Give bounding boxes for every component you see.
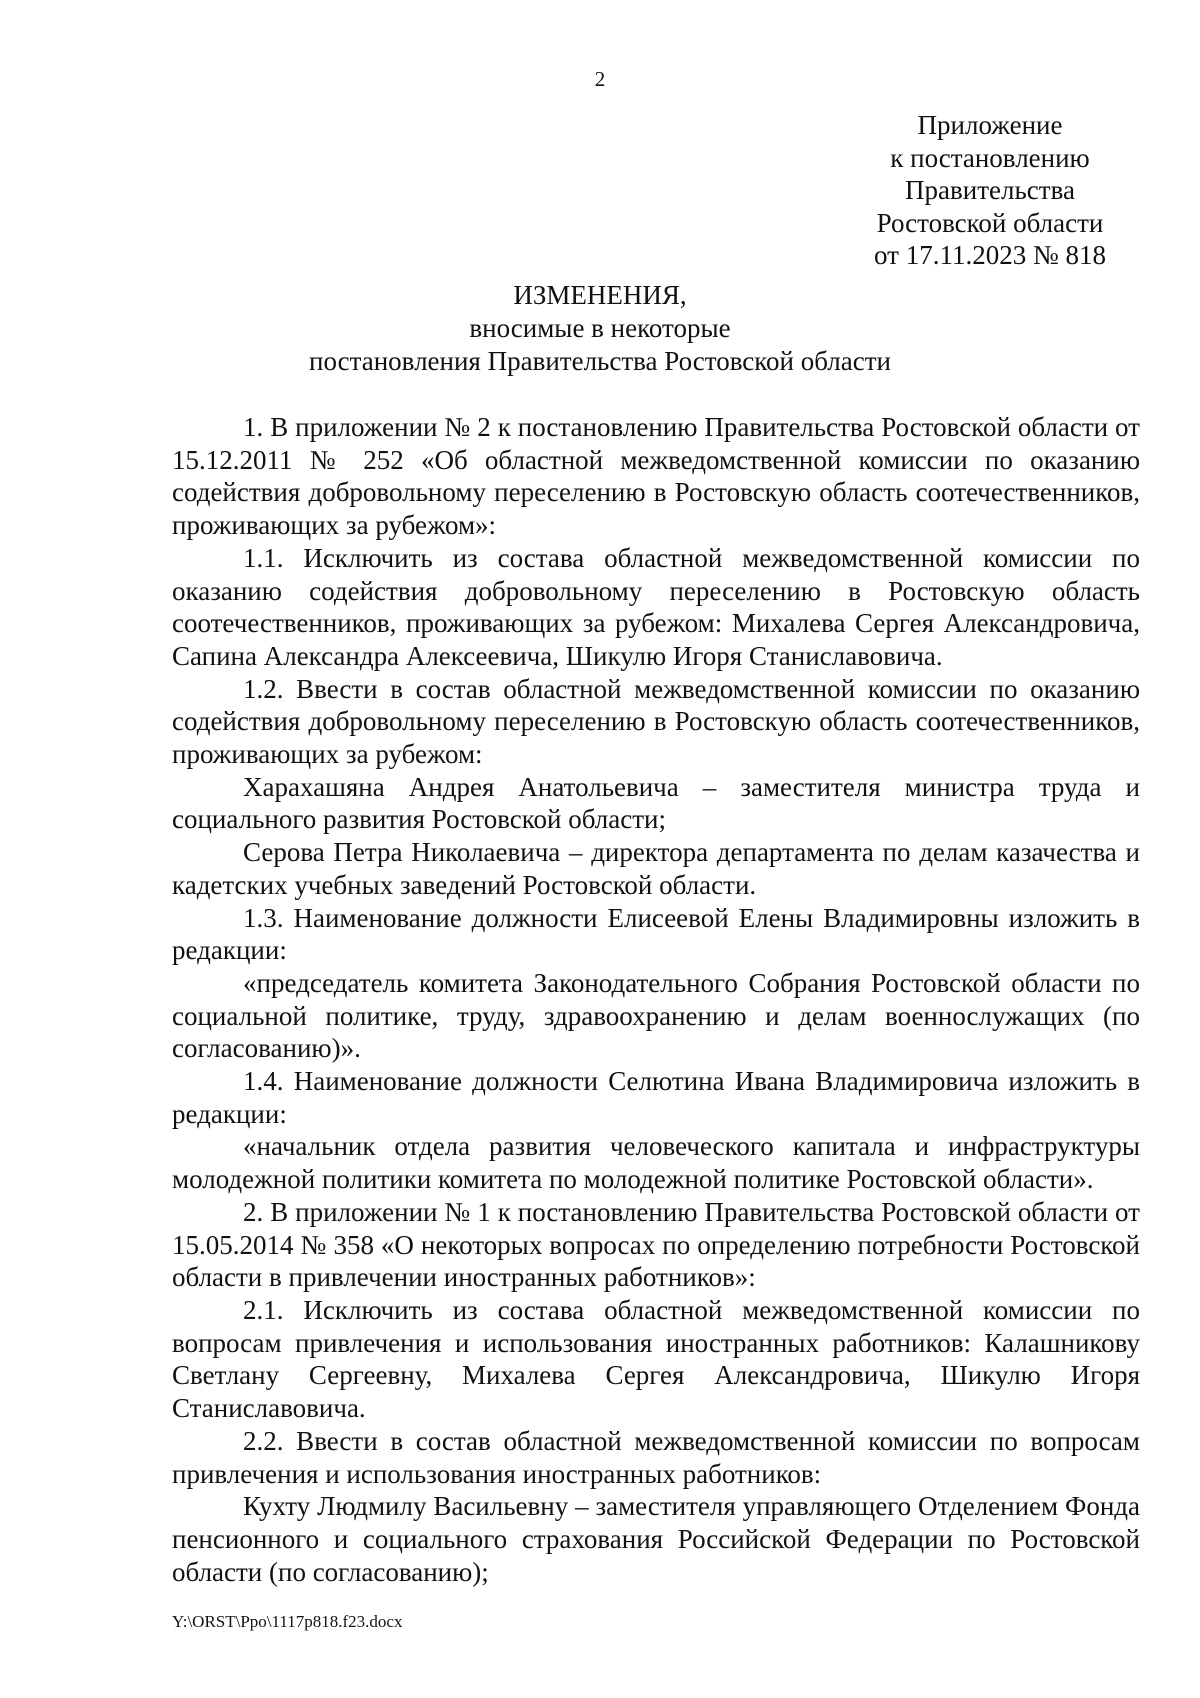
appendix-line: от 17.11.2023 № 818 [874,240,1106,270]
appendix-line: Правительства [905,175,1075,205]
paragraph: Кухту Людмилу Васильевну – заместителя управляющего Отделением Фонда пенсионного и социального страхования Российской Федерации по Ростовской области (по согласованию); [172,1491,1140,1587]
paragraph: 1.2. Ввести в состав областной межведомственной комиссии по оказанию содействия добровольному переселению в Ростовскую область соотечественников, проживающих за рубежом: [172,673,1140,770]
paragraph: Серова Петра Николаевича – директора департамента по делам казачества и кадетских учебных заведений Ростовской области. [172,837,1140,900]
appendix-line: к постановлению [890,142,1090,173]
document-heading [0,279,1200,378]
paragraph: 2.1. Исключить из состава областной межведомственной комиссии по вопросам привлечения и использования иностранных работников: Калашникову Светлану Сергеевну, Михалева Сергея Александровича, Шикулю Игоря Станиславовича. [172,1294,1140,1424]
appendix-block [770,109,1200,272]
paragraph: 2.2. Ввести в состав областной межведомственной комиссии по вопросам привлечения и использования иностранных работников: [172,1425,1140,1489]
paragraph: 1. В приложении № 2 к постановлению Правительства Ростовской области от 15.12.2011 № 252 «Об областной межведомственной комиссии по оказанию содействия добровольному переселению в Ростовскую область соотечественников, проживающих за рубежом»: [172,412,1140,541]
heading-title: ИЗМЕНЕНИЯ, [513,280,687,310]
paragraph: 1.1. Исключить из состава областной межведомственной комиссии по оказанию содействия добровольному переселению в Ростовскую область соотечественников, проживающих за рубежом: Михалева Сергея Александровича, Сапина Александра Алексеевича, Шикулю Игоря Станиславовича. [172,542,1140,671]
paragraph: «начальник отдела развития человеческого капитала и инфраструктуры молодежной политики комитета по молодежной политике Ростовской области». [172,1131,1140,1195]
paragraph: 1.4. Наименование должности Селютина Ивана Владимировича изложить в редакции: [172,1066,1140,1129]
paragraph: 2. В приложении № 1 к постановлению Правительства Ростовской области от 15.05.2014 № 358 «О некоторых вопросах по определению потребности Ростовской области в привлечении иностранных работников»: [172,1196,1140,1293]
heading-subtitle: вносимые в некоторые [469,313,731,343]
document-body [172,411,1140,1588]
paragraph: Харахашяна Андрея Анатольевича – заместителя министра труда и социального развития Ростовской области; [172,771,1140,835]
page-number: 2 [594,67,606,91]
paragraph: «председатель комитета Законодательного Собрания Ростовской области по социальной политике, труду, здравоохранению и делам военнослужащих (по согласованию)». [172,967,1140,1064]
file-path-footer: Y:\ORST\Ppo\1117p818.f23.docx [172,1612,403,1631]
appendix-line: Ростовской области [876,207,1104,238]
heading-subtitle: постановления Правительства Ростовской области [309,346,891,376]
appendix-line: Приложение [917,110,1063,140]
paragraph: 1.3. Наименование должности Елисеевой Елены Владимировны изложить в редакции: [172,902,1140,966]
